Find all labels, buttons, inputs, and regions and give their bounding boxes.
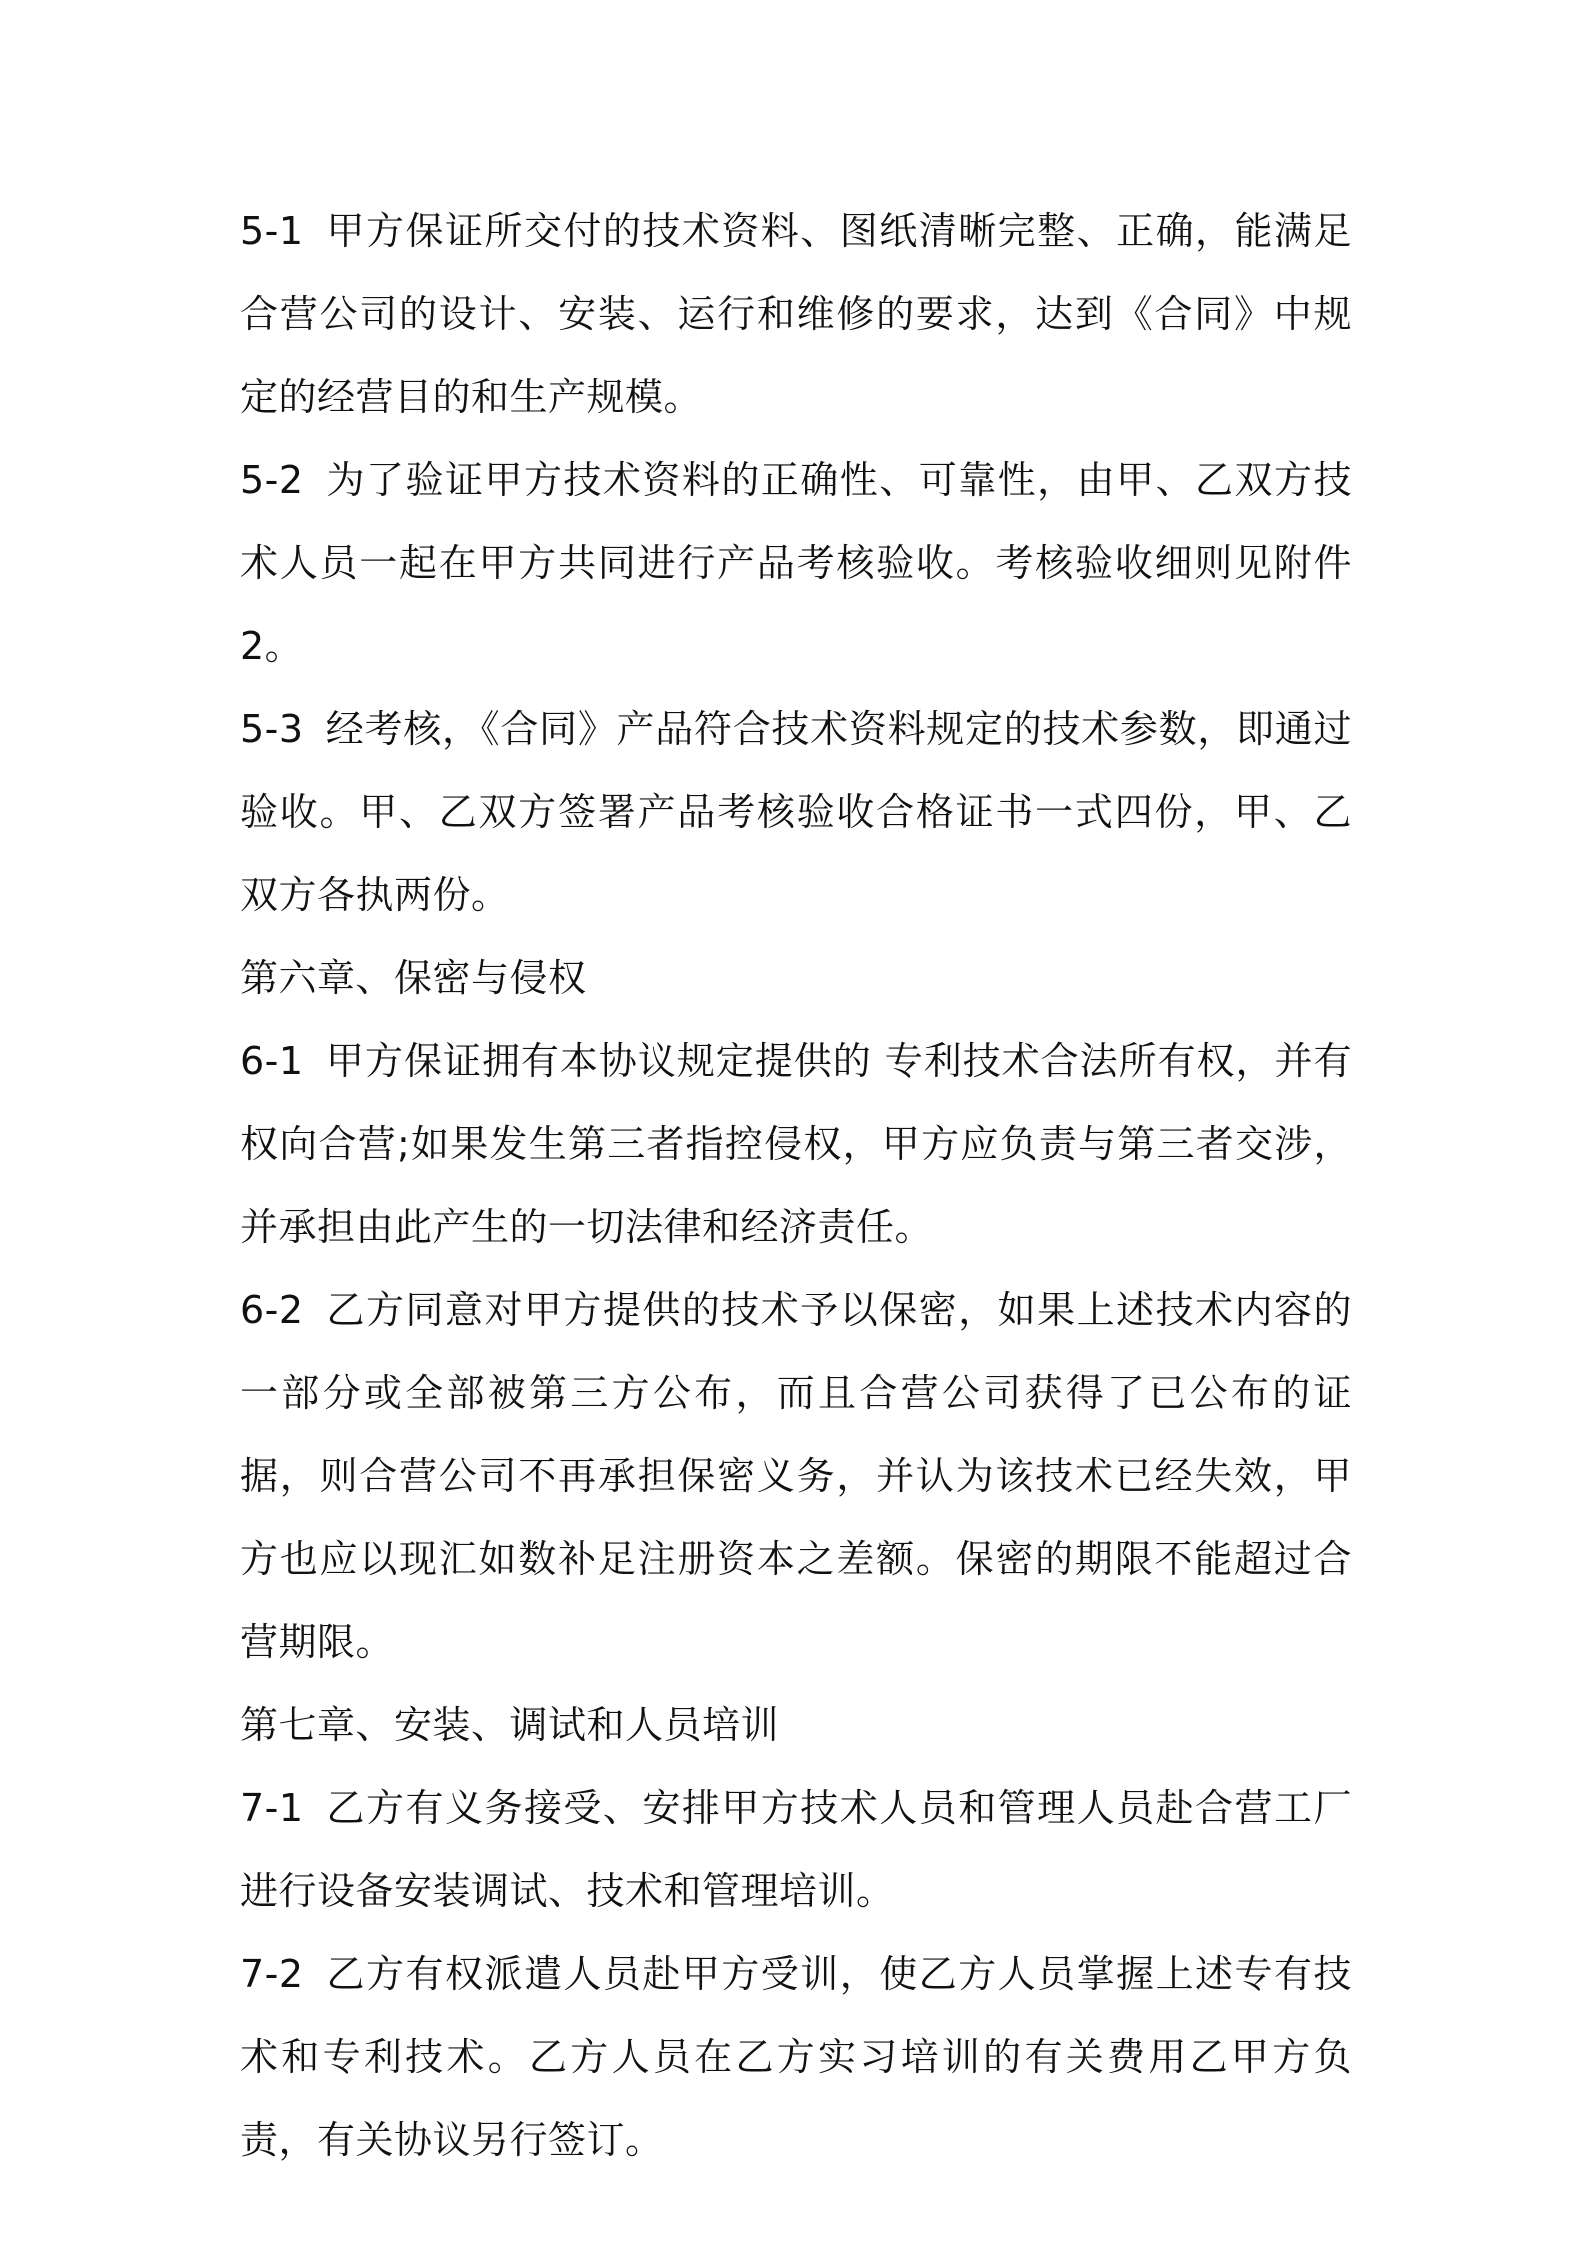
clause-6-2 <box>240 1269 1352 1684</box>
clause-text: 甲方保证拥有本协议规定提供的 专利技术合法所有权，并有权向合营;如果发生第三者指控侵权，甲方应负责与第三者交涉，并承担由此产生的一切法律和经济责任。 <box>240 1039 1352 1249</box>
clause-text: 乙方有权派遣人员赴甲方受训，使乙方人员掌握上述专有技术和专利技术。乙方人员在乙方实习培训的有关费用乙甲方负责，有关协议另行签订。 <box>240 1952 1352 2162</box>
chapter-heading-7: 第七章、安装、调试和人员培训 <box>240 1703 780 1747</box>
clause-number: 5-2 <box>240 458 304 502</box>
clause-number: 7-1 <box>240 1786 304 1830</box>
clause-text: 甲方保证所交付的技术资料、图纸清晰完整、正确，能满足合营公司的设计、安装、运行和维修的要求，达到《合同》中规定的经营目的和生产规模。 <box>240 209 1352 419</box>
clause-text: 经考核，《合同》产品符合技术资料规定的技术参数，即通过验收。甲、乙双方签署产品考核验收合格证书一式四份，甲、乙双方各执两份。 <box>240 707 1352 917</box>
clause-text: 乙方同意对甲方提供的技术予以保密，如果上述技术内容的一部分或全部被第三方公布，而且合营公司获得了已公布的证据，则合营公司不再承担保密义务，并认为该技术已经失效，甲方也应以现汇如数补足注册资本之差额。保密的期限不能超过合营期限。 <box>240 1288 1352 1664</box>
clause-number: 6-1 <box>240 1039 304 1083</box>
clause-number: 7-2 <box>240 1952 304 1996</box>
clause-5-1 <box>240 190 1352 439</box>
clause-number: 5-3 <box>240 707 304 751</box>
clause-text: 为了验证甲方技术资料的正确性、可靠性，由甲、乙双方技术人员一起在甲方共同进行产品考核验收。考核验收细则见附件 2。 <box>240 458 1352 668</box>
document-body <box>240 190 1352 2182</box>
clause-5-3 <box>240 688 1352 937</box>
clause-number: 5-1 <box>240 209 304 253</box>
clause-5-2 <box>240 439 1352 688</box>
clause-6-1 <box>240 1020 1352 1269</box>
clause-number: 6-2 <box>240 1288 304 1332</box>
clause-7-2 <box>240 1933 1352 2182</box>
clause-7-1 <box>240 1767 1352 1933</box>
clause-text: 乙方有义务接受、安排甲方技术人员和管理人员赴合营工厂进行设备安装调试、技术和管理培训。 <box>240 1786 1352 1913</box>
chapter-heading-6: 第六章、保密与侵权 <box>240 956 587 1000</box>
